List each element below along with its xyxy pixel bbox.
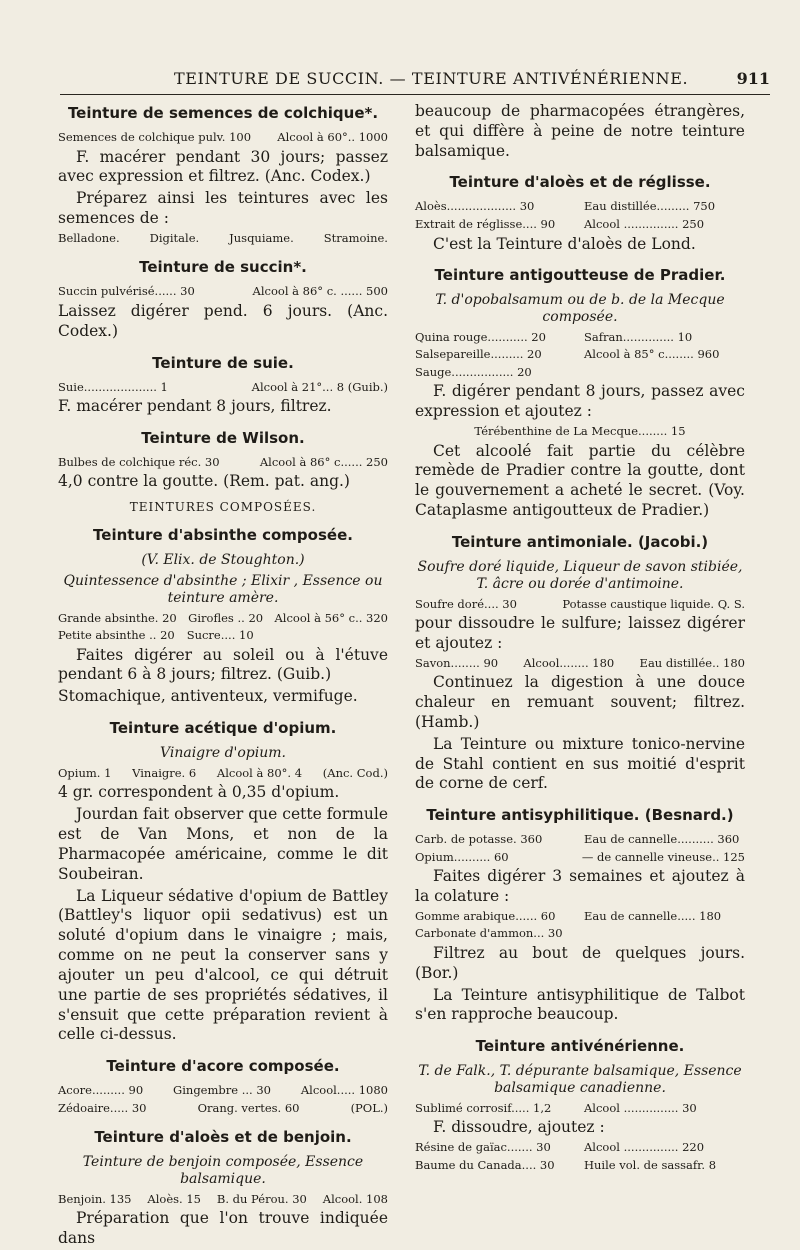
paragraph: beaucoup de pharmacopées étrangères, et qui diffère à peine de notre teinture balsamique.: [415, 102, 745, 160]
paragraph: Jourdan fait observer que cette formule est de Van Mons, et non de la Pharmacopée américaine, comme le dit Soubeiran.: [58, 805, 388, 883]
running-header: [60, 66, 770, 95]
formula-line: Opium. 1 Vinaigre. 6 Alcool à 80°. 4 (Anc. Cod.): [58, 765, 388, 780]
formula-line: Sublimé corrosif..... 1,2 Alcool ............... 30: [415, 1100, 697, 1115]
formula-line: Acore......... 90 Gingembre ... 30 Alcool..... 1080: [58, 1083, 388, 1098]
section-heading: Teinture d'acore composée.: [106, 1057, 340, 1076]
formula-line: Sauge................. 20: [415, 364, 532, 379]
formula-line: Carbonate d'ammon... 30: [415, 926, 563, 941]
section-heading: Teinture acétique d'opium.: [109, 719, 337, 738]
section-heading: Teinture d'absinthe composée.: [93, 526, 353, 545]
formula-line: Baume du Canada.... 30 Huile vol. de sassafr. 8: [415, 1157, 717, 1172]
header-title: TEINTURE DE SUCCIN. — TEINTURE ANTIVÉNÉRIENNE.: [174, 69, 689, 88]
formula-line: Extrait de réglisse.... 90 Alcool ............... 250: [415, 217, 705, 231]
section-heading: Teinture d'aloès et de réglisse.: [449, 173, 711, 192]
synonyms: T. de Falk., T. dépurante balsamique, Essence balsamique canadienne.: [418, 1063, 742, 1097]
formula-line: Semences de colchique pulv. 100 Alcool à 60°.. 1000: [58, 130, 388, 144]
right-column: [415, 100, 745, 1220]
paragraph: La Teinture antisyphilitique de Talbot s'en rapproche beaucoup.: [415, 985, 745, 1024]
formula-line: Zédoaire..... 30 Orang. vertes. 60 (POL.): [58, 1100, 388, 1115]
formula-line: Gomme arabique...... 60 Eau de cannelle..... 180: [415, 908, 722, 923]
section-heading: Teinture d'aloès et de benjoin.: [94, 1128, 352, 1147]
formula-line: Bulbes de colchique réc. 30 Alcool à 86° c...... 250: [58, 454, 388, 469]
synonyms: Teinture de benjoin composée, Essence balsamique.: [82, 1154, 364, 1188]
paragraph: F. dissoudre, ajoutez :: [433, 1118, 605, 1137]
paragraph: F. digérer pendant 8 jours, passez avec expression et ajoutez :: [415, 382, 745, 421]
synonyms: Quintessence d'absinthe ; Elixir , Essence ou teinture amère.: [63, 573, 383, 606]
paragraph: 4 gr. correspondent à 0,35 d'opium.: [58, 783, 340, 802]
synonyms: T. d'opobalsamum ou de b. de la Mecque composée.: [435, 292, 725, 326]
formula-line: Succin pulvérisé...... 30 Alcool à 86° c. ...... 500: [58, 284, 388, 299]
paragraph: La Liqueur sédative d'opium de Battley (Battley's liquor opii sedativus) est un soluté d'opium dans le vinaigre ; mais, comme on ne peut la conserver sans y ajouter un peu d'alcool, ce qui détruit une partie de ses propriétés sédatives, il s'ensuit que cette préparation revient à celle ci-dessus.: [58, 886, 388, 1044]
paragraph: Faites digérer au soleil ou à l'étuve pendant 6 à 8 jours; filtrez. (Guib.): [58, 645, 388, 684]
paragraph: La Teinture ou mixture tonico-nervine de Stahl contient en sus moitié d'esprit de corne de cerf.: [415, 734, 745, 793]
paragraph: Préparation que l'on trouve indiquée dans: [58, 1209, 388, 1248]
formula-line: Aloès................... 30 Eau distillée......... 750: [415, 199, 716, 214]
formula-line: Opium.......... 60 — de cannelle vineuse.. 125: [415, 849, 745, 864]
formula-line: Soufre doré.... 30 Potasse caustique liquide. Q. S.: [415, 596, 745, 611]
subsection-title: TEINTURES COMPOSÉES.: [129, 500, 317, 515]
paragraph: F. macérer pendant 30 jours; passez avec expression et filtrez. (Anc. Codex.): [58, 147, 388, 186]
synonyms: Soufre doré liquide, Liqueur de savon stibiée, T. âcre ou dorée d'antimoine.: [417, 558, 743, 592]
formula-line: Quina rouge........... 20 Safran.............. 10: [415, 329, 693, 344]
synonyms: (V. Elix. de Stoughton.): [141, 552, 305, 569]
paragraph: Cet alcoolé fait partie du célèbre remède de Pradier contre la goutte, dont le gouvernement a acheté le secret. (Voy. Cataplasme antigoutteux de Pradier.): [415, 441, 745, 520]
formula-line: Belladone. Digitale. Jusquiame. Stramoine.: [58, 230, 388, 245]
formula-line: Petite absinthe .. 20 Sucre.... 10: [58, 628, 254, 643]
paragraph: F. macérer pendant 8 jours, filtrez.: [58, 397, 332, 416]
formula-line: Grande absinthe. 20 Girofles .. 20 Alcool à 56° c.. 320: [58, 610, 388, 625]
formula-line: Térébenthine de La Mecque........ 15: [474, 424, 686, 439]
formula-line: Résine de gaïac....... 30 Alcool ............... 220: [415, 1140, 705, 1155]
formula-line: Suie.................... 1 Alcool à 21°... 8 (Guib.): [58, 379, 388, 394]
left-column: [58, 100, 388, 1248]
section-heading: Teinture de Wilson.: [141, 428, 305, 447]
section-heading: Teinture de suie.: [152, 353, 294, 372]
section-heading: Teinture antigoutteuse de Pradier.: [434, 266, 726, 285]
formula-line: Carb. de potasse. 360 Eau de cannelle.......... 360: [415, 832, 740, 847]
paragraph: pour dissoudre le sulfure; laissez digérer et ajoutez :: [415, 614, 745, 652]
paragraph: C'est la Teinture d'aloès de Lond.: [433, 234, 696, 253]
formula-line: Savon........ 90 Alcool........ 180 Eau distillée.. 180: [415, 655, 745, 670]
paragraph: Préparez ainsi les teintures avec les semences de :: [58, 189, 388, 227]
section-heading: Teinture de semences de colchique*.: [67, 104, 379, 122]
paragraph: Filtrez au bout de quelques jours. (Bor.): [415, 943, 745, 982]
paragraph: 4,0 contre la goutte. (Rem. pat. ang.): [58, 472, 350, 491]
paragraph: Laissez digérer pend. 6 jours. (Anc. Codex.): [58, 301, 388, 340]
formula-line: Benjoin. 135 Aloès. 15 B. du Pérou. 30 Alcool. 108: [58, 1191, 388, 1206]
paragraph: Stomachique, antiventeux, vermifuge.: [58, 687, 358, 706]
section-heading: Teinture antisyphilitique. (Besnard.): [426, 806, 734, 825]
paragraph: Continuez la digestion à une douce chaleur en remuant souvent; filtrez. (Hamb.): [415, 673, 745, 731]
paragraph: Faites digérer 3 semaines et ajoutez à la colature :: [415, 867, 745, 906]
formula-line: Salsepareille......... 20 Alcool à 85° c........ 960: [415, 347, 720, 362]
section-heading: Teinture antivénérienne.: [475, 1037, 685, 1056]
section-heading: Teinture antimoniale. (Jacobi.): [451, 532, 709, 551]
section-heading: Teinture de succin*.: [139, 258, 307, 277]
synonyms: Vinaigre d'opium.: [160, 745, 286, 762]
page-number: 911: [736, 69, 770, 88]
